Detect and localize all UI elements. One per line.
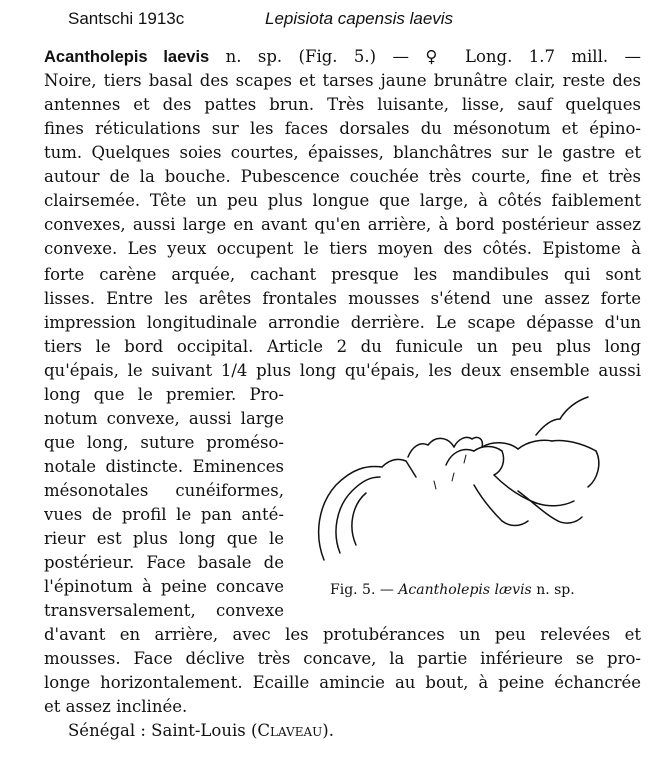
locality-close: ). — [322, 721, 334, 740]
text-line: mésonotales cunéiformes, — [44, 481, 284, 500]
text-line: transversalement, convexe — [44, 601, 284, 620]
text-line: vues de profil le pan anté- — [44, 505, 284, 524]
text-line: tiers le bord occipital. Article 2 du funicule un peu plus long — [44, 337, 641, 356]
figure-label: Fig. 5. — — [330, 582, 399, 598]
text-line: que long, suture proméso- — [44, 433, 284, 452]
ant-profile-figure — [296, 395, 622, 570]
text-line: autour de la bouche. Pubescence couchée très courte, fine et très — [44, 167, 641, 186]
species-description-start: n. sp. (Fig. 5.) — ♀ Long. 1.7 mill. — — [209, 47, 642, 66]
header-citation: Santschi 1913c — [68, 9, 185, 28]
text-line: fines réticulations sur les faces dorsales du mésonotum et épino- — [44, 119, 641, 138]
text-line: qu'épais, le suivant 1/4 plus long qu'épais, les deux ensemble aussi — [44, 361, 641, 380]
figure-caption — [330, 582, 575, 598]
text-line: notum convexe, aussi large — [44, 409, 284, 428]
text-line: Noire, tiers basal des scapes et tarses jaune brunâtre clair, reste des — [44, 71, 641, 90]
text-line: rieur est plus long que le — [44, 529, 284, 548]
text-line: l'épinotum à peine concave — [44, 577, 284, 596]
text-line: tum. Quelques soies courtes, épaisses, blanchâtres sur le gastre et — [44, 143, 641, 162]
locality-text: Sénégal : Saint-Louis ( — [68, 721, 258, 740]
figure-suffix: n. sp. — [531, 582, 575, 598]
text-line: et assez inclinée. — [44, 697, 188, 716]
figure-species-name: Acantholepis lævis — [398, 582, 532, 598]
text-line: forte carène arquée, cachant presque les mandibules qui sont — [44, 265, 641, 284]
text-line: clairsemée. Tête un peu plus longue que large, à côtés faiblement — [44, 191, 641, 210]
text-line: mousses. Face déclive très concave, la partie inférieure se pro- — [44, 649, 641, 668]
text-line: lisses. Entre les arêtes frontales mousses s'étend une assez forte — [44, 289, 641, 308]
locality-line — [68, 719, 641, 742]
text-line: longe horizontalement. Ecaille amincie au bout, à peine échancrée — [44, 673, 641, 692]
species-name: Acantholepis laevis — [44, 48, 210, 66]
header-taxon: Lepisiota capensis laevis — [265, 9, 454, 28]
text-line: antennes et des pattes brun. Très luisante, lisse, sauf quelques — [44, 95, 641, 114]
text-line: impression longitudinale arrondie derrière. Le scape dépasse d'un — [44, 313, 641, 332]
text-line: long que le premier. Pro- — [44, 385, 284, 404]
text-line: postérieur. Face basale de — [44, 553, 284, 572]
paragraph-first-line — [44, 45, 641, 69]
collector-name: Claveau — [257, 721, 323, 740]
text-line: convexe. Les yeux occupent le tiers moyen des côtés. Epistome à — [44, 239, 641, 258]
text-line: d'avant en arrière, avec les protubérances un peu relevées et — [44, 625, 641, 644]
text-line: convexes, aussi large en avant qu'en arrière, à bord postérieur assez — [44, 215, 641, 234]
text-line: notale distincte. Eminences — [44, 457, 284, 476]
